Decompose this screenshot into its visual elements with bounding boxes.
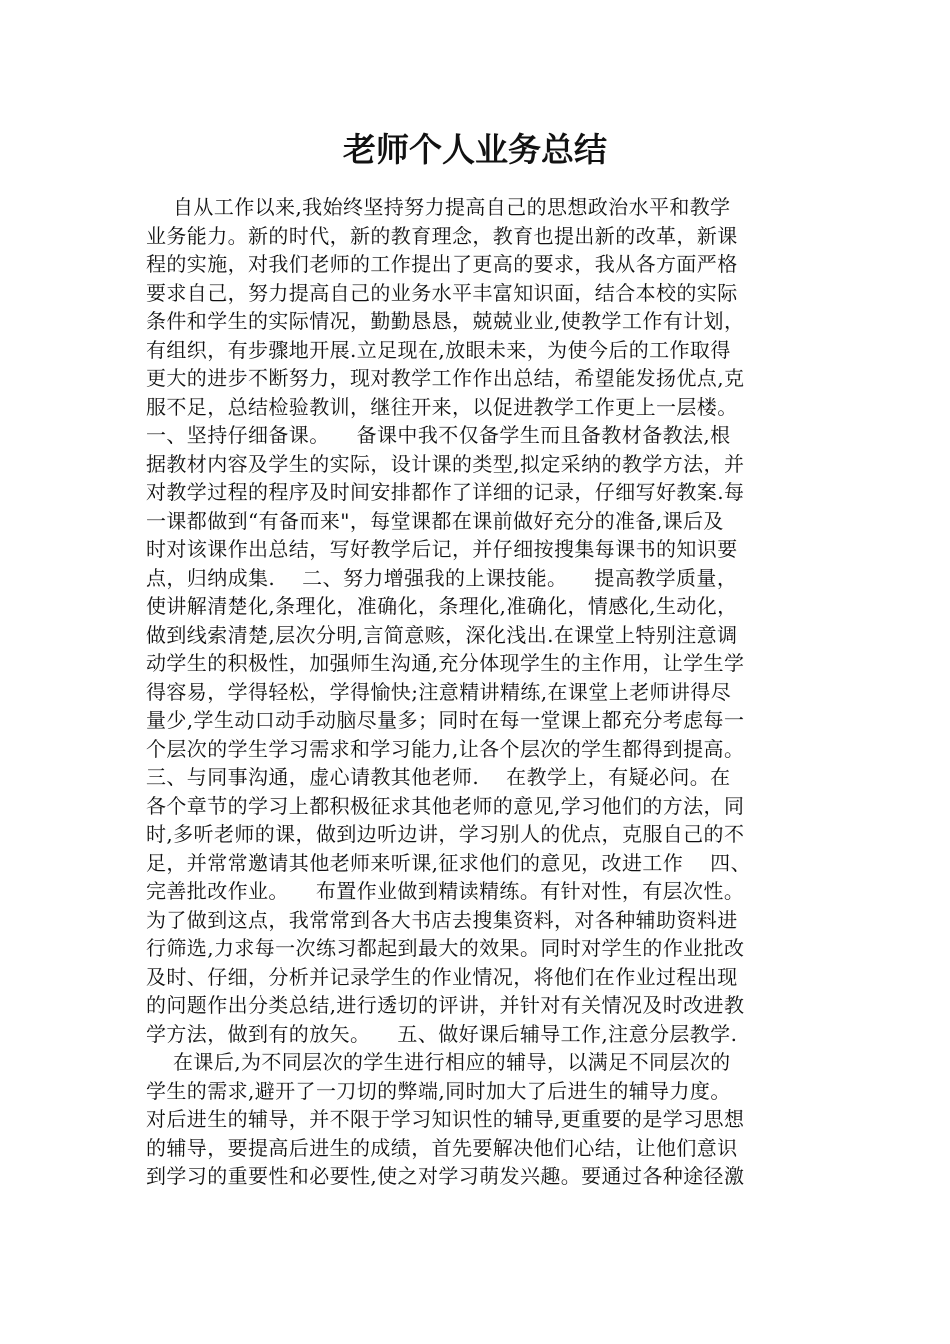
body-line: 时对该课作出总结，写好教学后记，并仔细按搜集每课书的知识要 <box>146 537 738 561</box>
body-line: 服不足，总结检验教训，继往开来，以促进教学工作更上一层楼。 <box>146 394 738 419</box>
body-line: 行筛选,力求每一次练习都起到最大的效果。同时对学生的作业批改 <box>146 936 745 960</box>
body-line: 动学生的积极性，加强师生沟通,充分体现学生的主作用，让学生学 <box>146 651 745 675</box>
body-line: 有组织，有步骤地开展.立足现在,放眼未来，为使今后的工作取得 <box>146 337 731 362</box>
body-line: 在课后,为不同层次的学生进行相应的辅导，以满足不同层次的 <box>146 1050 731 1074</box>
body-line: 及时、仔细，分析并记录学生的作业情况，将他们在作业过程出现 <box>146 964 738 989</box>
document-body <box>146 193 816 1191</box>
body-line: 自从工作以来,我始终坚持努力提高自己的思想政治水平和教学 <box>146 195 731 219</box>
body-line: 要求自己，努力提高自己的业务水平丰富知识面，结合本校的实际 <box>146 280 738 305</box>
document-title: 老师个人业务总结 <box>343 130 607 169</box>
body-line: 对教学过程的程序及时间安排都作了详细的记录，仔细写好教案.每 <box>146 480 745 504</box>
body-line: 时,多听老师的课，做到边听边讲，学习别人的优点，克服自己的不 <box>146 822 745 846</box>
body-line: 一课都做到“有备而来"，每堂课都在课前做好充分的准备,课后及 <box>146 508 724 533</box>
body-line: 的辅导，要提高后进生的成绩，首先要解决他们心结，让他们意识 <box>146 1135 738 1160</box>
body-line: 各个章节的学习上都积极征求其他老师的意见,学习他们的方法，同 <box>146 793 745 818</box>
body-line: 学方法，做到有的放矢。 五、做好课后辅导工作,注意分层教学. <box>146 1021 738 1046</box>
body-line: 得容易，学得轻松，学得愉快;注意精讲精练,在课堂上老师讲得尽 <box>146 679 732 704</box>
body-line: 更大的进步不断努力，现对教学工作作出总结，希望能发扬优点,克 <box>146 366 745 390</box>
body-line: 为了做到这点，我常常到各大书店去搜集资料，对各种辅助资料进 <box>146 907 738 932</box>
body-line: 到学习的重要性和必要性,使之对学习萌发兴趣。要通过各种途径激 <box>146 1164 745 1188</box>
body-line: 个层次的学生学习需求和学习能力,让各个层次的学生都得到提高。 <box>146 736 745 761</box>
body-line: 对后进生的辅导，并不限于学习知识性的辅导,更重要的是学习思想 <box>146 1107 745 1131</box>
body-line: 一、坚持仔细备课。 备课中我不仅备学生而且备教材备教法,根 <box>146 423 731 447</box>
body-line: 条件和学生的实际情况，勤勤恳恳，兢兢业业,使教学工作有计划， <box>146 309 745 333</box>
body-line: 业务能力。新的时代，新的教育理念，教育也提出新的改革，新课 <box>146 223 738 248</box>
body-line: 量少,学生动口动手动脑尽量多；同时在每一堂课上都充分考虑每一 <box>146 708 745 732</box>
body-line: 程的实施，对我们老师的工作提出了更高的要求，我从各方面严格 <box>146 252 738 276</box>
body-line: 的问题作出分类总结,进行透切的评讲，并针对有关情况及时改进教 <box>146 993 745 1017</box>
body-line: 做到线索清楚,层次分明,言简意赅，深化浅出.在课堂上特别注意调 <box>146 622 738 647</box>
body-line: 使讲解清楚化,条理化，准确化，条理化,准确化，情感化,生动化， <box>146 594 738 618</box>
body-line: 学生的需求,避开了一刀切的弊端,同时加大了后进生的辅导力度。 <box>146 1078 731 1103</box>
body-line: 三、与同事沟通，虚心请教其他老师. 在教学上，有疑必问。在 <box>146 765 731 789</box>
body-line: 足，并常常邀请其他老师来听课,征求他们的意见，改进工作 四、 <box>146 850 751 875</box>
body-line: 点，归纳成集. 二、努力增强我的上课技能。 提高教学质量， <box>146 565 738 590</box>
body-line: 完善批改作业。 布置作业做到精读精练。有针对性，有层次性。 <box>146 879 745 903</box>
body-line: 据教材内容及学生的实际，设计课的类型,拟定采纳的教学方法，并 <box>146 451 745 476</box>
